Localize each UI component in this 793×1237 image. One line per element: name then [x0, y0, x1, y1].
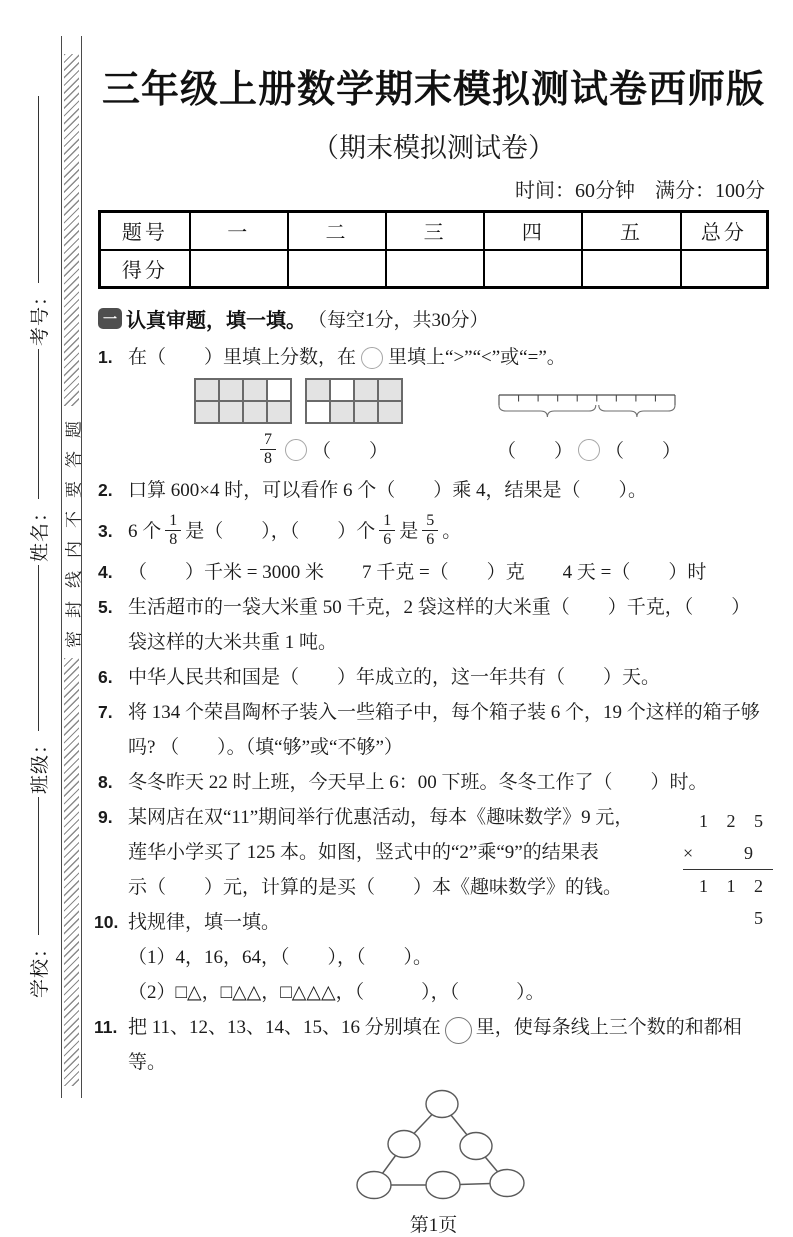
vertical-multiplication-figure: [683, 805, 773, 934]
class-label: 班级：: [29, 733, 51, 794]
question-4-number: 4.: [98, 562, 113, 582]
question-5-line-2: 袋这样的大米共重 1 吨。: [128, 632, 338, 653]
score-col-5: 五: [582, 212, 680, 250]
grid-cell: [195, 401, 219, 423]
paper-title: 三年级上册数学期末模拟测试卷西师版: [101, 69, 765, 111]
school-writein-line: [38, 797, 39, 935]
question-3: [98, 508, 769, 555]
fraction-1-8: $\frac{1}{8}$: [165, 512, 181, 549]
question-1-answer-left: [256, 430, 389, 470]
grid-cell: [243, 379, 267, 401]
questions-list: [94, 340, 770, 1208]
page-number: 第1页: [409, 1215, 458, 1236]
multiplicand: 1 2 5: [699, 811, 770, 831]
question-10-text: 找规律，填一填。: [128, 912, 281, 933]
answer-blank: （ ）: [312, 440, 389, 462]
section-number-badge: 一: [98, 308, 122, 329]
question-10-item-1: （1）4，16，64，（ ），（ ）。: [128, 947, 433, 968]
grid-cell: [306, 401, 330, 423]
question-1-answer-right: [497, 434, 681, 469]
school-field: [25, 794, 52, 998]
question-10: [94, 905, 769, 1010]
hatch-pattern-bottom: [64, 658, 79, 1086]
score-col-1: 一: [190, 212, 288, 250]
section-title: 认真审题，填一填。: [126, 310, 306, 332]
name-label: 姓名：: [29, 501, 51, 562]
section-points-note: （每空1分，共30分）: [308, 310, 489, 331]
fraction-grid-2: [305, 378, 403, 424]
grid-cell: [219, 379, 243, 401]
question-3-number: 3.: [98, 521, 113, 541]
question-9-line-2: 莲华小学买了 125 本。如图，竖式中的“2”乘“9”的结果表: [128, 842, 599, 863]
score-table-header-row: [100, 212, 768, 250]
question-7-line-2: 吗? （ ）。（填“够”或“不够”）: [128, 737, 403, 758]
multiply-sign: ×: [683, 843, 694, 863]
score-table-score-row: [100, 250, 768, 288]
score-cell-empty: [681, 250, 768, 288]
score-table: [98, 210, 769, 289]
question-4-text: （ ）千米 = 3000 米 7 千克 =（ ）克 4 天 =（ ）时: [128, 562, 707, 583]
question-1-figures: [194, 378, 769, 428]
grid-cell: [378, 401, 402, 423]
fraction-1-6: $\frac{1}{6}$: [379, 512, 395, 549]
score-col-3: 三: [386, 212, 484, 250]
score-row-label: 得分: [100, 250, 190, 288]
score-col-2: 二: [288, 212, 386, 250]
score-cell-empty: [190, 250, 288, 288]
grid-cell: [267, 379, 291, 401]
question-7: [98, 695, 769, 765]
fill-circle-icon: [445, 1017, 472, 1044]
question-6-number: 6.: [98, 667, 113, 687]
question-9-text: [98, 800, 769, 905]
paper-subtitle: （期末模拟测试卷）: [312, 133, 555, 163]
fraction-5-6: $\frac{5}{6}$: [422, 512, 438, 549]
question-11-text-a: 把 11、12、13、14、15、16 分别填在: [128, 1017, 441, 1038]
score-col-4: 四: [484, 212, 582, 250]
question-8-number: 8.: [98, 772, 113, 792]
section-one-header: [98, 304, 769, 333]
question-5-number: 5.: [98, 597, 113, 617]
question-10-item-2: （2）□△，□△△，□△△△，（ ），（ ）。: [128, 982, 545, 1003]
score-cell-empty: [386, 250, 484, 288]
number-line-figure: [497, 392, 677, 428]
question-5: [98, 590, 769, 660]
grid-cell: [267, 401, 291, 423]
multiplier-row: [683, 837, 773, 870]
class-writein-line: [38, 565, 39, 731]
answer-blank: （ ）: [496, 440, 573, 462]
question-7-line-1: 将 134 个荣昌陶杯子装入一些箱子中，每个箱子装 6 个，19 个这样的箱子够: [128, 702, 760, 723]
question-8: [98, 765, 769, 800]
question-6-text: 中华人民共和国是（ ）年成立的，这一年共有（ ）天。: [128, 667, 661, 688]
seal-line-text: 密封线内不要答题: [64, 408, 84, 648]
question-1: [98, 340, 769, 473]
main-content: [94, 0, 770, 1237]
question-2-number: 2.: [98, 480, 113, 500]
question-5-line-1: 生活超市的一袋大米重 50 千克，2 袋这样的大米重（ ）千克，（ ）: [128, 597, 751, 618]
grid-cell: [330, 379, 354, 401]
question-3-text-d: 。: [442, 521, 462, 542]
grid-cell: [306, 379, 330, 401]
school-label: 学校：: [29, 937, 51, 998]
question-11-number: 11.: [94, 1017, 118, 1037]
grid-cell: [330, 401, 354, 423]
name-writein-line: [38, 349, 39, 499]
question-11: [94, 1010, 769, 1208]
question-4: [98, 555, 769, 590]
question-2-text: 口算 600×4 时，可以看作 6 个（ ）乘 4，结果是（ ）。: [128, 480, 647, 501]
score-cell-empty: [582, 250, 680, 288]
question-1-answers: [128, 429, 769, 473]
score-col-total: 总分: [681, 212, 768, 250]
question-1-number: 1.: [98, 347, 113, 367]
examno-writein-line: [38, 96, 39, 283]
question-7-number: 7.: [98, 702, 113, 722]
question-9-line-3: 示（ ）元，计算的是买（ ）本《趣味数学》的钱。: [128, 877, 623, 898]
question-3-text-a: 6 个: [128, 521, 162, 542]
grid-cell: [195, 379, 219, 401]
multiplier: 9: [744, 843, 753, 863]
product: 1 1 2 5: [699, 876, 770, 928]
grid-cell: [243, 401, 267, 423]
examno-label: 考号：: [29, 285, 51, 346]
question-9-number: 9.: [98, 807, 113, 827]
question-1-text-a: 在（ ）里填上分数，在: [128, 347, 357, 368]
grid-cell: [219, 401, 243, 423]
triangle-circles: [357, 1091, 524, 1199]
question-10-number: 10.: [94, 912, 119, 932]
fraction-grid-1: [194, 378, 292, 424]
name-field: [25, 346, 52, 562]
hatch-pattern-top: [64, 54, 79, 406]
question-6: [98, 660, 769, 695]
compare-circle-icon: [285, 439, 307, 461]
question-2: [98, 473, 769, 508]
class-field: [25, 562, 52, 794]
answer-blank: （ ）: [604, 440, 681, 462]
examno-field: [25, 93, 52, 346]
question-11-text-b: 里，使每条线上三个数的和都相等。: [128, 1017, 742, 1073]
grid-cell: [378, 379, 402, 401]
question-8-text: 冬冬昨天 22 时上班，今天早上 6：00 下班。冬冬工作了（ ）时。: [128, 772, 708, 793]
triangle-circles-figure: [354, 1086, 544, 1208]
score-cell-empty: [484, 250, 582, 288]
question-3-text-b: 是（ ），（ ）个: [185, 521, 376, 542]
score-cell-empty: [288, 250, 386, 288]
compare-circle-icon: [578, 439, 600, 461]
question-1-text-b: 里填上“>”“<”或“=”。: [388, 347, 566, 368]
question-9-line-1: 某网店在双“11”期间举行优惠活动，每本《趣味数学》9 元，: [128, 807, 634, 828]
question-3-text-c: 是: [399, 521, 419, 542]
student-info-fields: [16, 93, 60, 998]
time-score-line: 时间：60分钟 满分：100分: [515, 180, 765, 202]
grid-cell: [354, 401, 378, 423]
score-col-header: 题号: [100, 212, 190, 250]
compare-circle-icon: [361, 347, 383, 369]
grid-cell: [354, 379, 378, 401]
fraction-7-8: $\frac{7}{8}$: [260, 431, 276, 468]
